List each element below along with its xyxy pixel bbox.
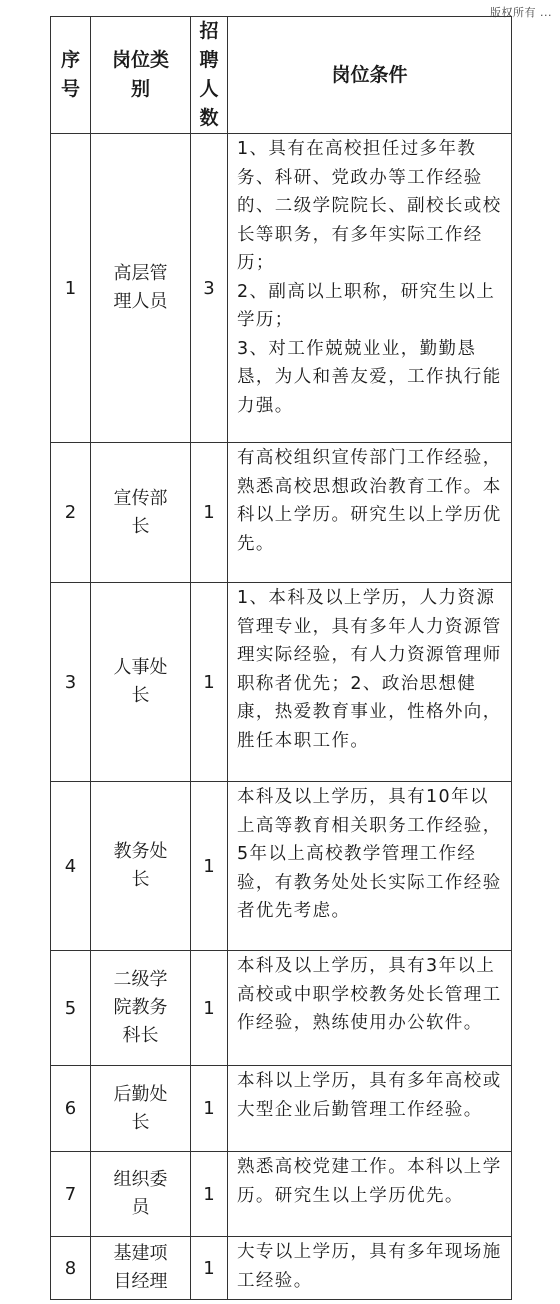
row-hiring-count: 1 bbox=[191, 583, 228, 782]
row-hiring-count: 1 bbox=[191, 1237, 228, 1300]
row-position-category: 教务处长 bbox=[91, 782, 191, 951]
row-position-category: 高层管理人员 bbox=[91, 134, 191, 443]
row-hiring-count: 1 bbox=[191, 443, 228, 583]
row-position-conditions bbox=[228, 951, 512, 1066]
row-position-conditions bbox=[228, 1066, 512, 1152]
row-position-conditions bbox=[228, 1237, 512, 1300]
row-position-category: 宣传部长 bbox=[91, 443, 191, 583]
condition-item: 本科及以上学历，具有3年以上高校或中职学校教务处长管理工作经验，熟练使用办公软件。 bbox=[237, 956, 502, 1033]
table-row bbox=[51, 951, 512, 1066]
header-position-category: 岗位类别 bbox=[91, 17, 191, 134]
row-position-conditions bbox=[228, 782, 512, 951]
table-row bbox=[51, 583, 512, 782]
row-hiring-count: 1 bbox=[191, 782, 228, 951]
watermark: 版权所有 ... bbox=[490, 6, 552, 19]
header-position-conditions: 岗位条件 bbox=[228, 17, 512, 134]
row-position-conditions bbox=[228, 583, 512, 782]
table-row bbox=[51, 782, 512, 951]
table-row bbox=[51, 1152, 512, 1237]
row-position-category: 组织委员 bbox=[91, 1152, 191, 1237]
row-serial-number: 1 bbox=[51, 134, 91, 443]
row-serial-number: 2 bbox=[51, 443, 91, 583]
condition-item: 大专以上学历，具有多年现场施工经验。 bbox=[237, 1242, 502, 1291]
condition-item: 1、具有在高校担任过多年教务、科研、党政办等工作经验的、二级学院院长、副校长或校长等职务，有多年实际工作经历； bbox=[237, 139, 502, 273]
table-row bbox=[51, 134, 512, 443]
condition-item: 1、本科及以上学历，人力资源管理专业，具有多年人力资源管理实际经验，有人力资源管理师职称者优先；2、政治思想健康，热爱教育事业，性格外向，胜任本职工作。 bbox=[237, 588, 502, 751]
condition-item: 本科及以上学历，具有10年以上高等教育相关职务工作经验，5年以上高校教学管理工作经验，有教务处处长实际工作经验者优先考虑。 bbox=[237, 787, 502, 921]
row-hiring-count: 3 bbox=[191, 134, 228, 443]
row-hiring-count: 1 bbox=[191, 1066, 228, 1152]
condition-item: 熟悉高校党建工作。本科以上学历。研究生以上学历优先。 bbox=[237, 1157, 502, 1206]
table-row bbox=[51, 443, 512, 583]
row-position-conditions bbox=[228, 134, 512, 443]
row-serial-number: 6 bbox=[51, 1066, 91, 1152]
header-hiring-count: 招聘人数 bbox=[191, 17, 228, 134]
row-position-category: 后勤处长 bbox=[91, 1066, 191, 1152]
row-serial-number: 7 bbox=[51, 1152, 91, 1237]
row-serial-number: 3 bbox=[51, 583, 91, 782]
row-position-conditions bbox=[228, 1152, 512, 1237]
row-position-category: 人事处长 bbox=[91, 583, 191, 782]
row-hiring-count: 1 bbox=[191, 1152, 228, 1237]
row-serial-number: 4 bbox=[51, 782, 91, 951]
row-hiring-count: 1 bbox=[191, 951, 228, 1066]
condition-item: 本科以上学历，具有多年高校或大型企业后勤管理工作经验。 bbox=[237, 1071, 502, 1120]
condition-item: 3、对工作兢兢业业，勤勤恳恳，为人和善友爱，工作执行能力强。 bbox=[237, 338, 502, 416]
table-row bbox=[51, 1066, 512, 1152]
table-header-row bbox=[51, 17, 512, 134]
row-position-category: 基建项目经理 bbox=[91, 1237, 191, 1300]
header-serial-number: 序号 bbox=[51, 17, 91, 134]
row-position-category: 二级学院教务科长 bbox=[91, 951, 191, 1066]
condition-item: 有高校组织宣传部门工作经验，熟悉高校思想政治教育工作。本科以上学历。研究生以上学历优先。 bbox=[237, 448, 502, 554]
recruitment-table bbox=[50, 16, 512, 1300]
row-serial-number: 8 bbox=[51, 1237, 91, 1300]
row-position-conditions bbox=[228, 443, 512, 583]
condition-item: 2、副高以上职称，研究生以上学历； bbox=[237, 281, 496, 330]
table-row bbox=[51, 1237, 512, 1300]
row-serial-number: 5 bbox=[51, 951, 91, 1066]
